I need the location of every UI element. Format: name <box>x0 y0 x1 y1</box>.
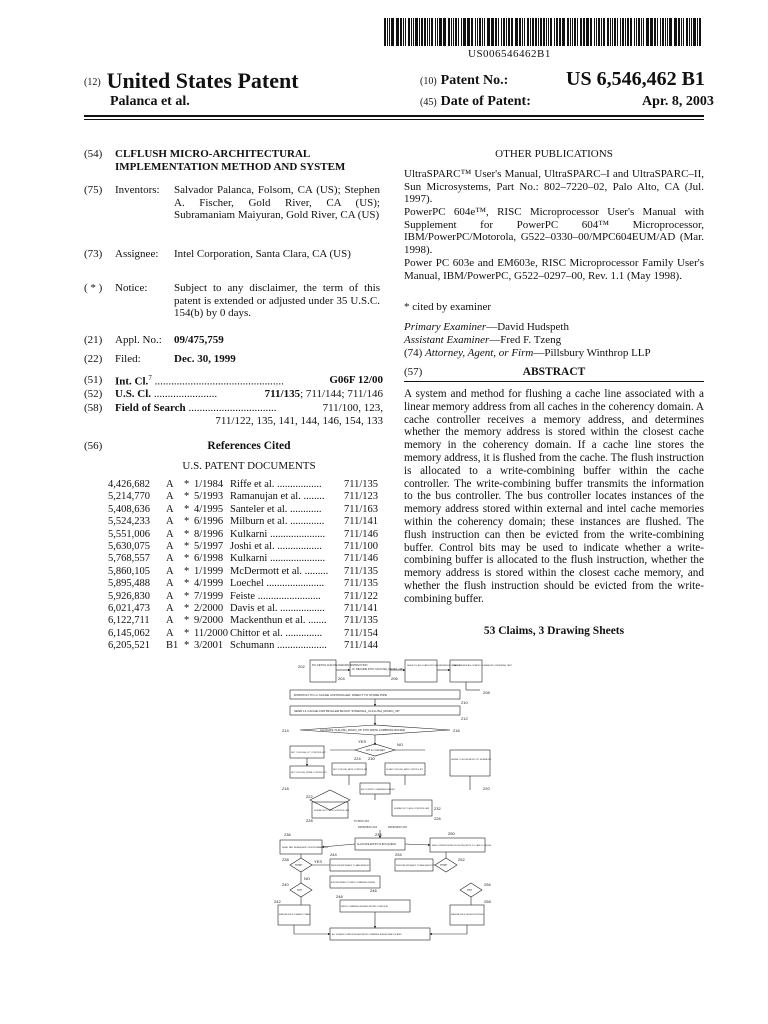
reference-kind: A <box>166 615 174 627</box>
reference-row <box>108 628 384 640</box>
inventors: Salvador Palanca, Folsom, CA (US); Stephen A. Fischer, Gold River, CA (US); Subramaniam Maiyuran, Gold River, CA (US) <box>174 184 380 222</box>
reference-name: Joshi et al. ................. <box>230 541 322 552</box>
reference-name: Loechel ...................... <box>230 578 325 590</box>
appl-no: 09/475,759 <box>174 334 224 346</box>
reference-star: * <box>184 627 190 639</box>
fig-ref-224: 224 <box>354 756 361 761</box>
reference-date: 11/2000 <box>194 627 229 639</box>
reference-kind: A <box>166 553 174 565</box>
fig-ref-248: 248 <box>336 894 343 899</box>
authors: Palanca et al. <box>110 94 190 109</box>
appl-code: (21) <box>84 334 103 346</box>
reference-star: * <box>184 553 190 565</box>
fos-code: (58) <box>84 402 103 414</box>
cited-by-examiner: * cited by examiner <box>404 301 492 313</box>
reference-row <box>108 591 384 603</box>
reference-date: 6/1998 <box>194 553 224 565</box>
reference-cls: 711/163 <box>344 503 379 515</box>
reference-row <box>108 578 384 590</box>
reference-num: 5,860,105 <box>108 565 150 577</box>
reference-name: Chittor et al. .............. <box>230 627 323 639</box>
fig-text-brl: SEND 'BRL INVALIDATE' ON EXTERNAL BUS <box>282 847 328 849</box>
notice: Subject to any disclaimer, the term of this patent is extended or adjusted under 35 U.S.C. 154(b) by 0 days. <box>174 282 380 320</box>
reference-kind: A <box>166 590 174 602</box>
fig-text-hit-1: HIT? <box>297 889 303 892</box>
inventors-label: Inventors: <box>115 184 160 196</box>
reference-cls: 711/135 <box>344 578 379 590</box>
filed-date: Dec. 30, 1999 <box>174 353 236 365</box>
reference-cls: 711/123 <box>344 491 379 503</box>
reference-num: 5,408,636 <box>108 503 150 515</box>
barcode-number: US006546462B1 <box>468 48 551 60</box>
publication-3: Power PC 603e and EM603e, RISC Microprocessor Family User's Manual, IBM/PowerPC, G522–0297–00, Rev. 1.1 (May 1998). <box>404 257 704 282</box>
header-rule-thin <box>84 119 704 120</box>
fig-text-bus-queue: ALLOCATE ENTRY IN BUS QUEUE <box>357 843 396 846</box>
patent-date: Apr. 8, 2003 <box>642 94 714 109</box>
fig-ref-212: 212 <box>461 716 468 721</box>
reference-name: Feiste ........................ <box>230 590 321 602</box>
fig-box-issue <box>405 660 437 682</box>
reference-num: 5,630,075 <box>108 541 150 552</box>
reference-cls: 711/135 <box>344 615 379 627</box>
fig-ref-202: 202 <box>298 664 305 669</box>
reference-kind: A <box>166 479 174 490</box>
fig-text-dispatch-2: DISPATCH TO BUS CONTROLLER <box>394 808 429 810</box>
reference-date: 2/2000 <box>194 603 224 614</box>
reference-row <box>108 603 384 615</box>
fig-ref-218: 218 <box>282 786 289 791</box>
reference-kind: A <box>166 578 174 590</box>
reference-kind: A <box>166 541 174 552</box>
reference-num: 4,426,682 <box>108 479 150 490</box>
reference-date: 9/2000 <box>194 615 224 627</box>
fig-text-final: ALL FLUSHES COMPLETED AND WRITE COMBINING BUFFER DEALLOCATED <box>332 934 402 936</box>
inventors-code: (75) <box>84 184 103 196</box>
fig-box-load <box>450 660 482 682</box>
fig-text-bus-returned: BUS RETURNED TO WRITE COMBINING BUFFER <box>331 882 376 884</box>
intcl-code: (51) <box>84 374 103 386</box>
reference-name: Riffe et al. ................. <box>230 479 322 490</box>
fig-ref-234: 234 <box>375 832 382 837</box>
filed-code: (22) <box>84 353 103 365</box>
fig-text-bar1: DISPATCH TO L1 CACHE CONTROLLER, DIRECT TO STORE PIPE <box>294 693 387 697</box>
fig-ref-208: 208 <box>483 690 490 695</box>
abstract-title: ABSTRACT <box>522 366 586 378</box>
fig-text-set-prime: SET 'CLFLUSH_PRIME' CONTROL BIT <box>291 772 327 774</box>
fig-text-writeback-2: PERFORM WRITEBACK TO MAIN MEMORY <box>396 865 433 867</box>
reference-cls: 711/122 <box>344 590 379 602</box>
fig-ref-246: 246 <box>370 888 377 893</box>
reference-cls: 711/100 <box>344 541 379 552</box>
reference-cls: 711/146 <box>344 528 379 540</box>
reference-row <box>108 566 384 578</box>
reference-num: 6,205,521 <box>108 640 150 652</box>
publication-2: PowerPC 604e™, RISC Microprocessor User's Manual with Supplement for PowerPC 604™ Microprocessor, IBM/PowerPC/Motorola, G522–0330–00/MPC604EUM/AD (Mar. 1998). <box>404 206 704 256</box>
fig-ref-250: 250 <box>448 831 455 836</box>
fig-ref-220: 220 <box>483 786 490 791</box>
reference-star: * <box>184 640 190 652</box>
filed-label: Filed: <box>115 353 141 365</box>
header-rule <box>84 115 704 117</box>
fig-diamond-left <box>310 790 350 810</box>
fig-ref-244: 244 <box>330 852 337 857</box>
fos-row-2: 711/122, 135, 141, 144, 146, 154, 133 <box>215 415 383 427</box>
reference-star: * <box>184 479 190 490</box>
refs-code: (56) <box>84 440 103 452</box>
reference-cls: 711/144 <box>344 640 379 652</box>
fig-label-no-lower: NO <box>304 876 310 881</box>
fig-ref-216: 216 <box>453 728 460 733</box>
reference-star: * <box>184 503 190 515</box>
reference-star: * <box>184 491 190 503</box>
fig-label-no-upper: NO <box>397 742 403 747</box>
fig-ref-204: 204 <box>338 676 345 681</box>
reference-star: * <box>184 603 190 614</box>
doc-code: (12) <box>84 77 101 89</box>
refs-title: References Cited <box>207 440 291 452</box>
date-label: (45) Date of Patent: <box>420 94 531 109</box>
reference-num: 6,122,711 <box>108 615 150 627</box>
reference-name: McDermott et al. ......... <box>230 565 329 577</box>
uscl-row: U.S. Cl. ....................... 711/135; 711/144; 711/146 <box>115 388 383 400</box>
other-publications-title: OTHER PUBLICATIONS <box>495 148 613 160</box>
fig-text-set-lp: SET 'CLFLUSH_LP' CONTROL BIT <box>291 752 326 754</box>
fig-ref-256: 256 <box>484 882 491 887</box>
fig-text-flush-req: SEND CORRESPONDING 'FLUSH' REQUESTS TO L1 AND L2 CACHES <box>432 845 492 847</box>
reference-date: 8/1996 <box>194 528 224 540</box>
abstract-code: (57) <box>404 366 423 378</box>
document-type <box>84 68 299 94</box>
barcode <box>384 18 702 46</box>
reference-num: 5,551,006 <box>108 528 150 540</box>
reference-num: 5,895,488 <box>108 578 150 590</box>
reference-name: Kulkarni ..................... <box>230 528 326 540</box>
fig-text-evict: EVICT WRITE COMBINING BUFFER <box>361 789 395 791</box>
reference-kind: A <box>166 491 174 503</box>
reference-num: 5,926,830 <box>108 590 150 602</box>
fig-text-hit-2: HIT? <box>467 889 473 892</box>
reference-star: * <box>184 590 190 602</box>
fig-text-clear-miss: CLEAR 'CLFLUSH_MISS' CONTROL BIT <box>386 769 424 771</box>
fos-row: Field of Search ................................ 711/100, 123, <box>115 402 383 414</box>
reference-kind: A <box>166 565 174 577</box>
publication-1: UltraSPARC™ User's Manual, UltraSPARC–I and UltraSPARC–II, Sun Microsystems, Part No.: 802–7220–02, Palo Alto, CA (Jul. 1997). <box>404 168 704 206</box>
fig-ref-232: 232 <box>434 806 441 811</box>
assignee-code: (73) <box>84 248 103 260</box>
fig-text-invalidate-2: INVALIDATE LINE IN CACHES IN PROCESSOR <box>451 915 484 916</box>
notice-code: ( * ) <box>84 282 103 294</box>
assignee-label: Assignee: <box>115 248 159 260</box>
reference-name: Schumann ................... <box>230 640 327 652</box>
reference-star: * <box>184 516 190 528</box>
reference-name: Ramanujan et al. ........ <box>230 491 325 503</box>
reference-star: * <box>184 578 190 590</box>
claims-count: 53 Claims, 3 Drawing Sheets <box>483 625 625 637</box>
intcl-row: Int. Cl.$^7$ ............................................... G06F 12/00 <box>115 374 383 388</box>
fig-box-define <box>450 750 490 776</box>
appl-label: Appl. No.: <box>115 334 162 346</box>
patent-number: US 6,546,462 B1 <box>566 68 705 90</box>
reference-kind: B1 <box>166 640 179 652</box>
notice-label: Notice: <box>115 282 148 294</box>
reference-row <box>108 504 384 516</box>
reference-star: * <box>184 565 190 577</box>
reference-kind: A <box>166 603 174 614</box>
reference-cls: 711/135 <box>344 565 379 577</box>
fig-text-issue: ISSUE TO ALLOCATE INTO RESERVATION STATION <box>407 665 461 667</box>
reference-name: Milburn et al. ............. <box>230 516 325 528</box>
invention-title: CLFLUSH MICRO-ARCHITECTURAL IMPLEMENTATION METHOD AND SYSTEM <box>115 148 346 173</box>
fig-ref-258: 258 <box>484 899 491 904</box>
reference-date: 7/1999 <box>194 590 224 602</box>
fig-ref-240: 240 <box>282 882 289 887</box>
abstract-rule <box>404 381 704 382</box>
reference-kind: A <box>166 627 174 639</box>
uscl-code: (52) <box>84 388 103 400</box>
primary-examiner: Primary Examiner—David Hudspeth <box>404 321 569 333</box>
reference-kind: A <box>166 503 174 515</box>
reference-cls: 711/141 <box>344 603 379 614</box>
reference-name: Davis et al. ................. <box>230 603 325 614</box>
fig-text-decode: IC: DECODE INTO 'CLFLUSH_MICRO_OP' <box>352 668 403 671</box>
fig-ref-238: 238 <box>282 857 289 862</box>
reference-date: 1/1999 <box>194 565 224 577</box>
reference-star: * <box>184 615 190 627</box>
reference-row <box>108 516 384 528</box>
fig-ref-236: 236 <box>284 832 291 837</box>
fig-text-tobox: TO BOX 234 <box>354 820 369 823</box>
assignee: Intel Corporation, Santa Clara, CA (US) <box>174 248 351 260</box>
reference-date: 4/1999 <box>194 578 224 590</box>
fig-ref-222: 222 <box>306 794 313 799</box>
fig-text-dispatch-1: DISPATCH TO BUS CONTROLLER <box>314 810 349 812</box>
reference-date: 3/2001 <box>194 640 224 652</box>
fig-text-wcb-complete: WRITE COMBINING BUFFER WRITES COMPLETE <box>341 906 389 908</box>
reference-num: 5,768,557 <box>108 553 150 565</box>
fig-text-invalidate-1: INVALIDATE LINE IN COHERENCY DOMAIN <box>279 915 310 916</box>
patent-no-label: (10) Patent No.: <box>420 73 509 88</box>
reference-name: Mackenthun et al. ....... <box>230 615 327 627</box>
fig-text-allocate: ALLOCATE 'CLFLUSH_MICRO_OP' INTO WRITE COMBINING BUFFER <box>320 729 405 732</box>
reference-row <box>108 615 384 627</box>
reference-num: 5,214,770 <box>108 491 150 503</box>
fig-ref-210: 210 <box>461 700 468 705</box>
fig-text-from2: FROM BOX 232 <box>388 826 407 829</box>
reference-num: 6,021,473 <box>108 603 150 614</box>
reference-star: * <box>184 541 190 552</box>
fig-ref-214: 214 <box>282 728 289 733</box>
reference-date: 4/1995 <box>194 503 224 515</box>
reference-date: 1/1984 <box>194 479 224 490</box>
reference-row <box>108 529 384 541</box>
fig-ref-242: 242 <box>274 899 281 904</box>
reference-date: 5/1997 <box>194 541 224 552</box>
reference-cls: 711/154 <box>344 627 379 639</box>
title-code: (54) <box>84 148 103 160</box>
reference-num: 6,145,062 <box>108 627 150 639</box>
fig-text-fetch: PLI: FETCH CLFLUSH MACRO INSTRUCTION <box>312 664 368 667</box>
flowchart-figure <box>270 650 512 950</box>
reference-row <box>108 479 384 491</box>
reference-cls: 711/135 <box>344 479 379 490</box>
reference-date: 6/1996 <box>194 516 224 528</box>
fig-text-hitm-2: HITM? <box>440 864 448 867</box>
fig-text-from1: FROM BOX 224 <box>358 826 377 829</box>
fig-ref-206: 206 <box>391 676 398 681</box>
assistant-examiner: Assistant Examiner—Fred F. Tzeng <box>404 334 562 346</box>
fig-text-bar2: SEND L1 CACHE CONTROLLER BLOCK 'INTERNAL_CLFLUSH_MICRO_OP' <box>294 709 401 713</box>
reference-date: 5/1993 <box>194 491 224 503</box>
reference-row <box>108 491 384 503</box>
fig-label-yes-upper: YES <box>358 739 367 744</box>
doc-type-text: United States Patent <box>106 68 299 93</box>
fig-text-hit: HIT L1 CACHE? <box>366 749 385 752</box>
fig-label-yes-lower: YES <box>314 859 323 864</box>
attorney: (74) Attorney, Agent, or Firm—Pillsbury Winthrop LLP <box>404 347 651 359</box>
fig-ref-228: 228 <box>306 818 313 823</box>
reference-row <box>108 541 384 553</box>
reference-num: 5,524,233 <box>108 516 150 528</box>
reference-name: Santeler et al. ............ <box>230 503 322 515</box>
abstract-text: A system and method for flushing a cache line associated with a linear memory address from all caches in the coherency domain. A cache controller receives a memory address, and determines whether the memory address is stored within the closest cache memory in the coherency domain. If a cache line stores the memory address, it is flushed from the cache. The flush instruction is allocated to a write-combining buffer within the cache controller. The write-combining buffer transmits the information to the bus controller. The bus controller locates instances of the memory address stored within external and intel cache memories within the coherency domain; these instances are flushed. The flush instruction can then be evicted from the write-combining buffer. Control bits may be used to indicate whether a write-combining buffer is allocated to the flush instruction, whether the memory address is stored within the closest cache memory, and whether the flush instruction should be evicted from the write-combining buffer. <box>404 388 704 605</box>
refs-subtitle: U.S. PATENT DOCUMENTS <box>182 460 316 472</box>
fig-ref-252: 252 <box>458 857 465 862</box>
reference-star: * <box>184 528 190 540</box>
fig-text-load: LOAD BUFFER ALLOCATED IN MEMORY ORDERING UNIT <box>452 665 512 667</box>
reference-kind: A <box>166 516 174 528</box>
fig-ref-226: 226 <box>434 816 441 821</box>
fig-text-writeback-1: PERFORM WRITEBACK TO MAIN MEMORY <box>331 865 370 867</box>
fig-text-hitm-1: HITM? <box>295 864 303 867</box>
fig-text-define: DEFINE 'CLFLUSH MICRO OP' IN MEMORY <box>451 759 492 761</box>
reference-row <box>108 553 384 565</box>
reference-name: Kulkarni ..................... <box>230 553 326 565</box>
reference-cls: 711/146 <box>344 553 379 565</box>
reference-kind: A <box>166 528 174 540</box>
reference-cls: 711/141 <box>344 516 379 528</box>
fig-ref-254: 254 <box>395 852 402 857</box>
fig-ref-230: 230 <box>368 756 375 761</box>
fig-text-set-miss: SET 'CLFLUSH_MISS' CONTROL BIT <box>333 769 368 771</box>
